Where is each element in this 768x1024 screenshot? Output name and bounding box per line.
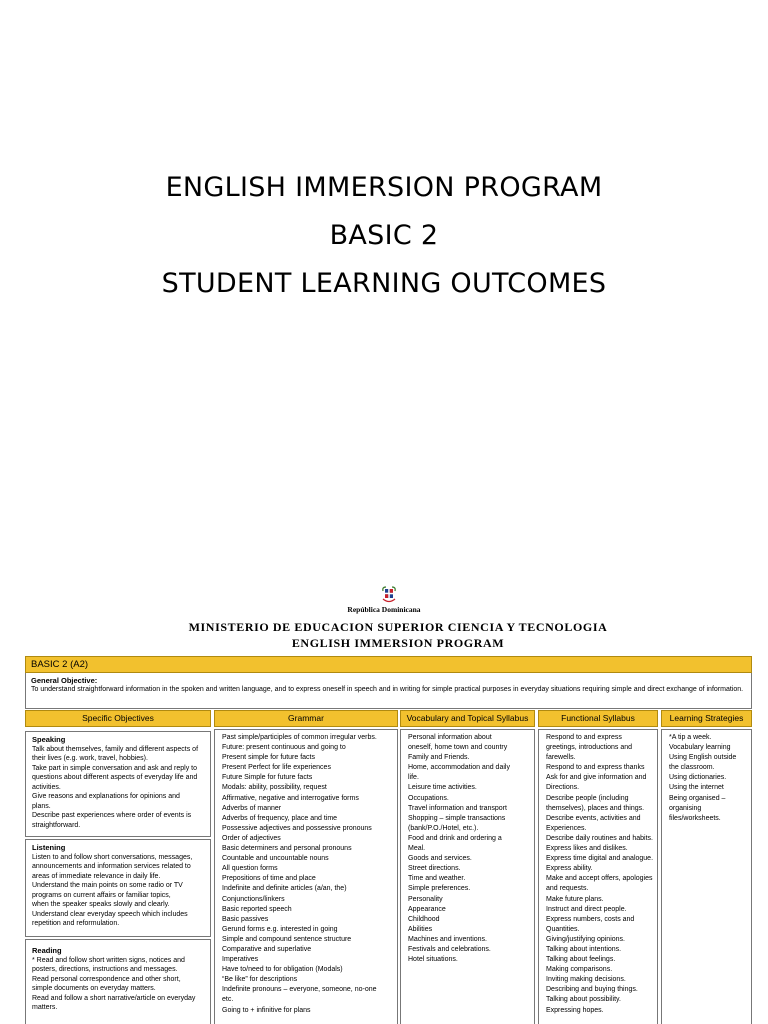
list-line: matters. [32,1004,58,1011]
list-line: Leisure time activities. [408,784,477,792]
list-line: Present simple for future facts [222,754,315,762]
listening-list [32,853,206,929]
speaking-title: Speaking [32,735,66,744]
list-line: Adverbs of frequency, place and time [222,814,338,822]
list-line: repetition and reformulation. [32,920,120,927]
reading-title: Reading [32,946,62,955]
list-line: Future: present continuous and going to [222,744,346,752]
speaking-box [25,731,211,837]
list-line: Take part in simple conversation and ask and reply to [32,764,197,772]
list-line: greetings, introductions and [546,744,632,752]
general-objective-text: To understand straightforward information in the spoken and written language, and to express oneself in speech and in writing for simple practical purposes in everyday situations requiring simple and direct exchange of information. [31,685,744,693]
list-line: activities. [32,783,61,791]
list-line: Ask for and give information and [546,774,647,782]
list-line: Gerund forms e.g. interested in going [222,925,338,933]
list-line: Modals: ability, possibility, request [222,784,327,792]
list-line: Abilities [408,925,433,933]
list-line: Present Perfect for life experiences [222,764,331,772]
list-line: Travel information and transport [408,804,507,812]
list-line: Instruct and direct people. [546,905,627,913]
list-line: Talking about possibility. [546,996,621,1004]
reading-box [25,939,211,1024]
list-line: Going to + infinitive for plans [222,1006,311,1014]
list-line: Using the internet [669,784,724,792]
list-line: Express ability. [546,865,593,873]
list-line: Hotel situations. [408,956,458,964]
header-functional: Functional Syllabus [538,710,658,727]
list-line: Past simple/participles of common irregular verbs. [222,734,377,741]
list-line: Respond to and express thanks [546,764,645,772]
list-line: Describing and buying things. [546,986,638,994]
header-vocabulary: Vocabulary and Topical Syllabus [400,710,535,727]
list-line: Express time digital and analogue. [546,855,654,863]
list-line: Meal. [408,845,426,853]
list-line: Family and Friends. [408,754,470,762]
republic-label: República Dominicana [347,605,421,614]
list-line: Listen to and follow short conversations, messages, [32,853,193,861]
list-line: areas of immediate relevance in daily life. [32,872,161,880]
list-line: Childhood [408,915,440,923]
list-line: straightforward. [32,821,81,829]
list-line: Time and weather. [408,875,466,883]
header-grammar: Grammar [214,710,398,727]
grammar-column [214,729,398,1024]
list-line: Describe daily routines and habits. [546,834,654,842]
list-line: etc. [222,996,234,1004]
list-line: Basic determiners and personal pronouns [222,845,352,853]
list-line: Using English outside [669,754,737,762]
list-line: their lives (e.g. work, travel, hobbies). [32,755,148,762]
list-line: Future Simple for future facts [222,774,313,782]
list-line: All question forms [222,865,278,873]
list-line: Expressing hopes. [546,1006,604,1014]
list-line: Festivals and celebrations. [408,945,491,953]
list-line: and requests. [546,885,589,893]
list-line: Affirmative, negative and interrogative forms [222,794,359,802]
list-line: Order of adjectives [222,834,281,842]
list-line: Indefinite and definite articles (a/an, the) [222,885,347,893]
list-line: Give reasons and explanations for opinions and [32,793,180,800]
list-line: Home, accommodation and daily [408,764,510,772]
list-line: announcements and information services related to [32,863,191,870]
list-line: * Read and follow short written signs, notices and [32,956,185,964]
list-line: Shopping – simple transactions [408,814,506,822]
list-line: Experiences. [546,824,587,832]
list-line: (bank/P.O./Hotel, etc.). [408,824,479,832]
list-line: *A tip a week. [669,734,712,741]
list-line: Talking about intentions. [546,945,622,953]
outcomes-title: STUDENT LEARNING OUTCOMES [161,268,607,299]
list-line: Talking about feelings. [546,956,616,964]
list-line: Possessive adjectives and possessive pronouns [222,824,372,832]
general-objective [25,673,752,709]
list-line: plans. [32,802,51,810]
list-line: themselves), places and things. [546,804,645,812]
list-line: Food and drink and ordering a [408,834,502,842]
list-line: Read and follow a short narrative/article on everyday [32,994,196,1002]
list-line: Describe people (including [546,794,629,802]
list-line: Read personal correspondence and other short, [32,975,181,983]
title-block [0,170,768,314]
level-bar: BASIC 2 (A2) [25,656,752,673]
list-line: simple documents on everyday matters. [32,985,156,992]
list-line: Directions. [546,784,580,792]
list-line: organising [669,804,702,812]
general-objective-label: General Objective: [31,676,98,685]
list-line: life. [408,774,419,782]
list-line: files/worksheets. [669,814,721,822]
list-line: Occupations. [408,794,449,802]
list-line: Make future plans. [546,895,604,903]
list-line: Prepositions of time and place [222,875,316,883]
vocabulary-column [400,729,535,1024]
list-line: Street directions. [408,865,461,873]
list-line: Personal information about [408,734,492,741]
list-line: Vocabulary learning [669,744,731,752]
functional-column [538,729,658,1024]
reading-list [32,956,206,1013]
list-line: Respond to and express [546,734,622,741]
level-title: BASIC 2 [329,220,439,251]
list-line: Comparative and superlative [222,945,312,953]
list-line: Quantities. [546,925,580,933]
list-line: Simple and compound sentence structure [222,935,352,943]
list-line: Talk about themselves, family and different aspects of [32,745,199,753]
ministry-title: MINISTERIO DE EDUCACION SUPERIOR CIENCIA Y TECNOLOGIA [188,620,608,634]
list-line: questions about different aspects of everyday life and [32,774,198,781]
list-line: farewells. [546,754,576,762]
list-line: Understand clear everyday speech which includes [32,910,188,918]
list-line: Simple preferences. [408,885,471,893]
list-line: Adverbs of manner [222,804,282,812]
header-specific-objectives: Specific Objectives [25,710,211,727]
list-line: Describe events, activities and [546,814,641,822]
list-line: “Be like” for descriptions [222,976,298,984]
list-line: Making comparisons. [546,966,613,974]
list-line: oneself, home town and country [408,744,508,752]
list-line: Imperatives [222,956,259,964]
listening-box [25,839,211,937]
list-line: Have to/need to for obligation (Modals) [222,966,343,974]
list-line: Countable and uncountable nouns [222,855,329,863]
list-line: Make and accept offers, apologies [546,875,653,883]
strategies-column [661,729,752,1024]
program-heading: ENGLISH IMMERSION PROGRAM [291,636,505,650]
header-strategies: Learning Strategies [661,710,752,727]
list-line: Express numbers, costs and [546,915,635,923]
list-line: the classroom. [669,764,715,772]
list-line: Basic passives [222,915,269,923]
coat-of-arms-icon [381,585,397,605]
list-line: Conjunctions/linkers [222,895,285,903]
list-line: Personality [408,895,443,903]
list-line: Machines and inventions. [408,935,487,943]
list-line: Goods and services. [408,855,472,863]
list-line: Appearance [408,905,446,913]
list-line: Express likes and dislikes. [546,845,628,853]
program-title: ENGLISH IMMERSION PROGRAM [165,172,603,203]
speaking-list [32,745,206,831]
listening-title: Listening [32,843,66,852]
list-line: Basic reported speech [222,905,292,913]
list-line: programs on current affairs or familiar topics, [32,891,171,899]
list-line: Being organised – [669,794,726,802]
list-line: Indefinite pronouns – everyone, someone, no-one [222,986,377,994]
list-line: Using dictionaries. [669,774,727,782]
list-line: Inviting making decisions. [546,976,626,984]
list-line: Giving/justifying opinions. [546,935,625,943]
list-line: when the speaker speaks slowly and clearly. [32,901,170,908]
list-line: posters, directions, instructions and messages. [32,966,178,973]
list-line: Describe past experiences where order of events is [32,812,192,819]
list-line: Understand the main points on some radio or TV [32,882,183,889]
